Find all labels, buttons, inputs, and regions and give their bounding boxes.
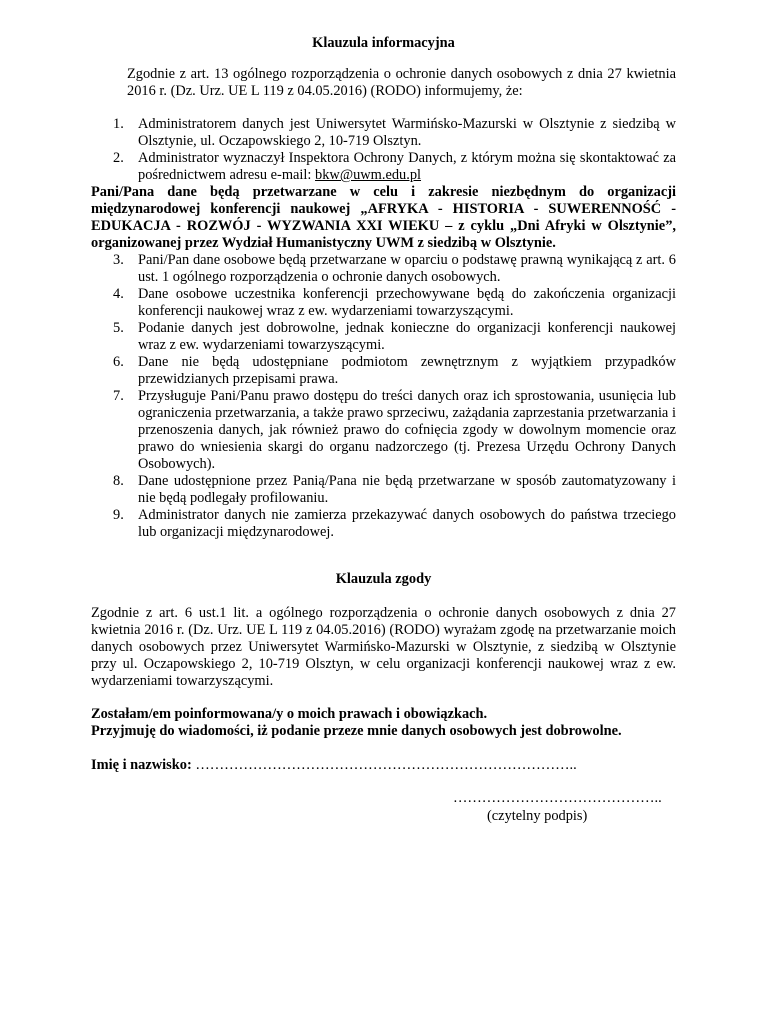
list-text: Dane udostępnione przez Panią/Pana nie będą przetwarzane w sposób zautomatyzowany i nie będą podlegały profilowaniu.	[138, 473, 676, 506]
list-number: 4.	[113, 286, 124, 302]
list-text: Administrator wyznaczył Inspektora Ochrony Danych, z którym można się skontaktować za pośrednictwem adresu e-mail:	[138, 150, 676, 183]
list-item	[91, 150, 676, 184]
document-page	[91, 35, 676, 774]
intro-paragraph: Zgodnie z art. 13 ogólnego rozporządzenia o ochronie danych osobowych z dnia 27 kwietnia 2016 r. (Dz. Urz. UE L 119 z 04.05.2016) (RODO) informujemy, że:	[127, 66, 676, 99]
consent-paragraph: Zgodnie z art. 6 ust.1 lit. a ogólnego rozporządzenia o ochronie danych osobowych z dnia 27 kwietnia 2016 r. (Dz. Urz. UE L 119 z 04.05.2016) (RODO) wyrażam zgodę na przetwarzanie moich danych osobowych przez Uniwersytet Warmińsko-Mazurski w Olsztynie, z siedzibą w Olsztynie przy ul. Oczapowskiego 2, 10-719 Olsztyn, w celu organizacji konferencji naukowej wraz z ew. wydarzeniami towarzyszącymi.	[91, 605, 676, 689]
list-text: Przysługuje Pani/Panu prawo dostępu do treści danych oraz ich sprostowania, usunięcia lub ograniczenia przetwarzania, a także prawo sprzeciwu, zażądania zaprzestania przetwarzania i przenoszenia danych, jak również prawo do cofnięcia zgody w dowolnym momencie oraz prawo do wniesienia skargi do organu nadzorczego (tj. Prezesa Urzędu Ochrony Danych Osobowych).	[138, 388, 676, 472]
list-item	[91, 320, 676, 354]
list-item	[91, 354, 676, 388]
list-item	[91, 507, 676, 541]
list-number: 5.	[113, 320, 124, 336]
list-number: 6.	[113, 354, 124, 370]
signature-fill-line[interactable]: ……………………………………..	[453, 790, 662, 806]
list-number: 8.	[113, 473, 124, 489]
list-number: 2.	[113, 150, 124, 166]
list-item	[91, 116, 676, 150]
list-number: 1.	[113, 116, 124, 132]
list-text: Dane nie będą udostępniane podmiotom zewnętrznym z wyjątkiem przypadków przewidzianych przepisami prawa.	[138, 354, 676, 387]
name-label: Imię i nazwisko:	[91, 757, 192, 773]
purpose-paragraph: Pani/Pana dane będą przetwarzane w celu i zakresie niezbędnym do organizacji międzynarodowej konferencji naukowej „AFRYKA - HISTORIA - SUWERENNOŚĆ - EDUKACJA - ROZWÓJ - WYZWANIA XXI WIEKU – z cyklu „Dni Afryki w Olsztynie”, organizowanej przez Wydział Humanistyczny UWM z siedzibą w Olsztynie.	[91, 184, 676, 251]
list-text: Administratorem danych jest Uniwersytet Warmińsko-Mazurski w Olsztynie z siedzibą w Olsztynie, ul. Oczapowskiego 2, 10-719 Olsztyn.	[138, 116, 676, 149]
list-text: Administrator danych nie zamierza przekazywać danych osobowych do państwa trzeciego lub organizacji międzynarodowej.	[138, 507, 676, 540]
list-text: Podanie danych jest dobrowolne, jednak konieczne do organizacji konferencji naukowej wraz z ew. wydarzeniami towarzyszącymi.	[138, 320, 676, 353]
name-field-row	[91, 757, 676, 774]
info-list-a	[91, 116, 676, 184]
list-text: Dane osobowe uczestnika konferencji przechowywane będą do zakończenia organizacji konferencji naukowej wraz z ew. wydarzeniami towarzyszącymi.	[138, 286, 676, 319]
email-link[interactable]: bkw@uwm.edu.pl	[315, 167, 422, 183]
list-text: Pani/Pan dane osobowe będą przetwarzane w oparciu o podstawę prawną wynikającą z art. 6 ust. 1 ogólnego rozporządzenia o ochronie danych osobowych.	[138, 252, 676, 285]
list-number: 7.	[113, 388, 124, 404]
consent-title: Klauzula zgody	[335, 571, 432, 587]
acknowledgement-block	[91, 706, 676, 740]
list-item	[91, 473, 676, 507]
signature-block	[453, 790, 693, 825]
document-title: Klauzula informacyjna	[312, 35, 455, 51]
acknowledgement-line-1: Zostałam/em poinformowana/y o moich prawach i obowiązkach.	[91, 706, 488, 722]
info-list-b	[91, 252, 676, 541]
list-item	[91, 388, 676, 473]
name-fill-line[interactable]: ……………………………………………………………………..	[195, 757, 577, 773]
acknowledgement-line-2: Przyjmuję do wiadomości, iż podanie przeze mnie danych osobowych jest dobrowolne.	[91, 723, 622, 739]
list-number: 3.	[113, 252, 124, 268]
list-item	[91, 252, 676, 286]
list-number: 9.	[113, 507, 124, 523]
signature-label: (czytelny podpis)	[487, 808, 588, 824]
list-item	[91, 286, 676, 320]
